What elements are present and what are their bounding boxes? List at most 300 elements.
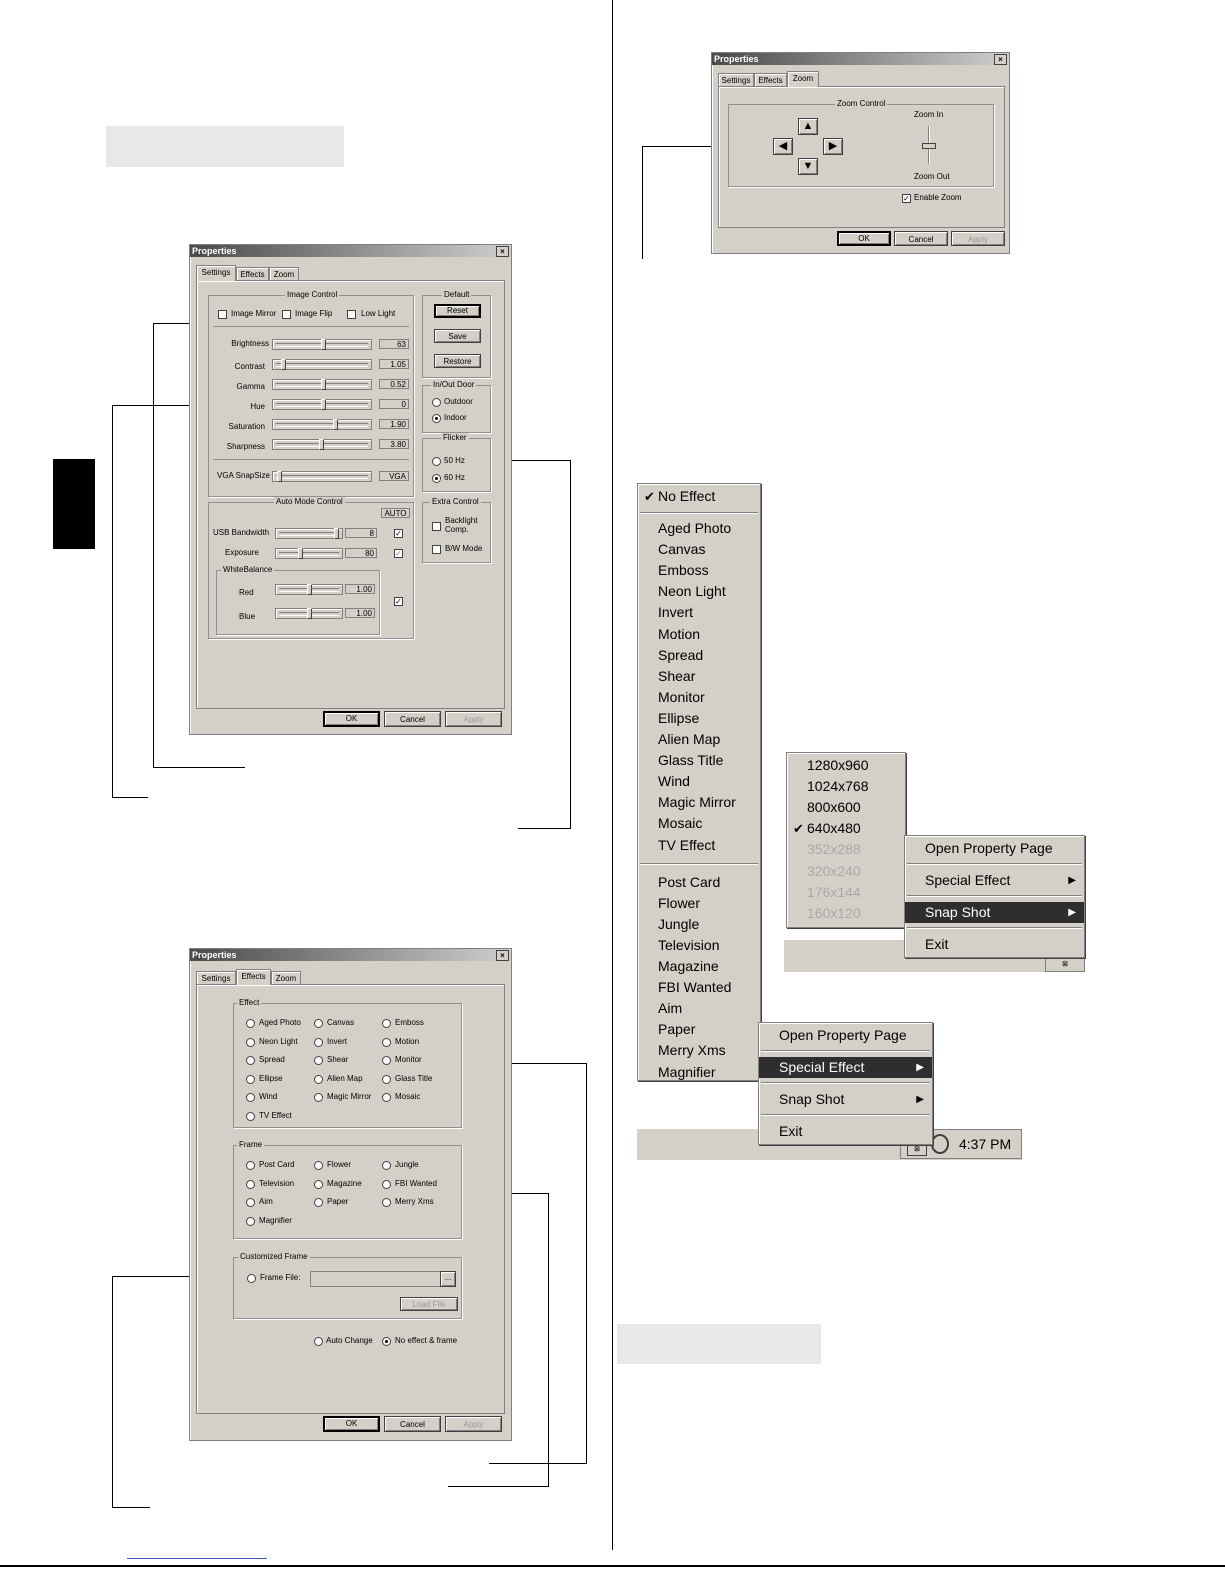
tab-bar [196, 267, 316, 281]
tray-context-menu-bottom [758, 1022, 933, 1145]
radio-label-magazine: Magazine [327, 1178, 362, 1188]
menu-item-label: Aged Photo [658, 520, 732, 536]
callout-hue-v [112, 405, 113, 798]
hue-value: 0 [379, 399, 409, 409]
pan-down-button[interactable]: ▼ [798, 158, 818, 175]
menu-item-exit[interactable] [905, 934, 1084, 955]
sharpness-slider[interactable] [272, 439, 372, 450]
section-heading-bar-2 [617, 1324, 821, 1364]
whitebalance-auto-checkbox[interactable]: ✓ [395, 597, 402, 606]
exposure-auto-checkbox[interactable]: ✓ [395, 549, 402, 558]
special-effect-menu [637, 483, 761, 1081]
menu-item-neon-light[interactable] [638, 581, 760, 602]
menu-item-open-property-page[interactable] [759, 1025, 932, 1046]
snap-shot-menu [786, 752, 906, 928]
menu-item-label: Post Card [658, 873, 721, 890]
low-light-checkbox[interactable] [347, 310, 356, 319]
menu-item-res-160x120[interactable] [787, 903, 905, 924]
auto-mode-label: Auto Mode Control [276, 497, 343, 506]
pan-up-button[interactable]: ▲ [798, 118, 818, 135]
webcam-tray-icon [931, 1134, 949, 1154]
usb-bandwidth-label: USB Bandwidth [213, 528, 270, 537]
effect-group-label: Effect [239, 998, 260, 1007]
frame-group [233, 1145, 462, 1239]
hue-thumb[interactable] [321, 399, 326, 410]
radio-magazine[interactable] [314, 1180, 323, 1189]
pan-left-button[interactable]: ◀ [773, 138, 793, 155]
radio-label-glass-title: Glass Title [395, 1073, 433, 1083]
auto-change-radio[interactable] [314, 1337, 323, 1346]
menu-item-label: Open Property Page [925, 840, 1053, 856]
effects-panel [196, 984, 505, 1414]
radio-label-merry-xms: Merry Xms [395, 1197, 434, 1206]
browse-button[interactable]: ... [440, 1271, 456, 1287]
callout-flicker-v [570, 460, 571, 829]
menu-item-label: 800x600 [807, 799, 861, 816]
radio-aim[interactable] [246, 1198, 255, 1207]
menu-item-label: Neon Light [658, 583, 726, 600]
contrast-label: Contrast [234, 362, 265, 371]
menu-item-aged-photo[interactable] [638, 518, 760, 539]
dialog-title: Properties [192, 246, 237, 256]
menu-item-label: 1280x960 [807, 757, 869, 773]
tab-effects[interactable]: Effects [236, 267, 269, 281]
brightness-thumb[interactable] [321, 339, 326, 350]
radio-television[interactable] [246, 1180, 255, 1189]
menu-item-tv-effect[interactable] [638, 835, 760, 856]
menu-separator [907, 927, 1082, 929]
low-light-label: Low Light [361, 309, 396, 318]
tab-settings[interactable]: Settings [718, 73, 754, 87]
menu-item-label: Monitor [658, 688, 705, 705]
menu-item-fbi-wanted[interactable] [638, 977, 760, 998]
auto-header: AUTO [381, 508, 410, 518]
menu-item-label: Aim [658, 1000, 683, 1017]
menu-item-res-1024x768[interactable] [787, 776, 905, 797]
radio-monitor[interactable] [382, 1056, 391, 1065]
extra-control-group [422, 497, 491, 563]
tab-zoom[interactable]: Zoom [787, 71, 819, 87]
menu-item-label: 176x144 [807, 883, 861, 900]
zoom-control-label: Zoom Control [837, 99, 886, 108]
gamma-value: 0.52 [379, 379, 409, 389]
section-heading-bar-1 [106, 126, 344, 167]
outdoor-radio[interactable] [432, 398, 441, 407]
bw-mode-label: B/W Mode [445, 544, 483, 553]
menu-item-label: 352x288 [807, 841, 861, 858]
menu-item-res-176x144[interactable] [787, 882, 905, 903]
tray-icons-2: ⊠ [1045, 958, 1085, 972]
callout-custom-end [112, 1507, 150, 1508]
menu-item-alien-map[interactable] [638, 729, 760, 750]
menu-item-wind[interactable] [638, 771, 760, 792]
dialog-title-bar [712, 53, 1009, 65]
sharpness-value: 3.80 [379, 439, 409, 449]
image-control-label: Image Control [287, 290, 338, 299]
radio-label-alien-map: Alien Map [327, 1073, 363, 1083]
inout-door-group [422, 380, 491, 433]
menu-item-label: Exit [925, 936, 949, 952]
zoom-thumb[interactable] [922, 143, 936, 149]
enable-zoom-label: Enable Zoom [914, 193, 962, 202]
radio-label-canvas: Canvas [327, 1018, 355, 1027]
vga-snapsize-label: VGA SnapSize [217, 471, 270, 480]
gamma-label: Gamma [236, 382, 265, 391]
radio-neon-light[interactable] [246, 1038, 255, 1047]
usb-auto-checkbox[interactable]: ✓ [395, 529, 402, 538]
effects-dialog [189, 948, 512, 1441]
radio-spread[interactable] [246, 1056, 255, 1065]
brightness-value: 63 [379, 339, 409, 349]
ok-button[interactable]: OK [323, 1416, 380, 1432]
no-effect-frame-radio[interactable] [382, 1337, 391, 1346]
radio-label-television: Television [259, 1178, 295, 1188]
menu-item-magazine[interactable] [638, 956, 760, 977]
menu-separator [907, 895, 1082, 897]
menu-item-label: 320x240 [807, 862, 861, 879]
radio-post-card[interactable] [246, 1161, 255, 1170]
menu-item-motion[interactable] [638, 624, 760, 645]
menu-item-aim[interactable] [638, 998, 760, 1019]
submenu-arrow-icon: ▶ [916, 1094, 924, 1105]
radio-shear[interactable] [314, 1056, 323, 1065]
radio-emboss[interactable] [382, 1019, 391, 1028]
menu-separator [761, 1082, 930, 1084]
menu-item-label: Glass Title [658, 752, 724, 769]
exposure-value: 80 [345, 548, 377, 558]
contrast-value: 1.05 [379, 359, 409, 369]
dialog-title: Properties [714, 54, 759, 64]
radio-label-magic-mirror: Magic Mirror [327, 1092, 372, 1101]
column-divider [612, 0, 613, 1550]
red-slider[interactable] [275, 584, 343, 595]
reset-button[interactable]: Reset [434, 304, 481, 318]
radio-mosaic[interactable] [382, 1093, 391, 1102]
radio-label-mosaic: Mosaic [395, 1092, 421, 1101]
50hz-radio[interactable] [432, 457, 441, 466]
menu-item-label: Wind [658, 773, 690, 790]
radio-label-flower: Flower [327, 1160, 352, 1169]
radio-label-motion: Motion [395, 1036, 420, 1046]
menu-item-label: Special Effect [779, 1059, 865, 1075]
default-label: Default [444, 290, 470, 299]
exposure-thumb[interactable] [298, 548, 303, 559]
blue-label: Blue [239, 612, 256, 621]
menu-item-label: Open Property Page [779, 1027, 907, 1043]
radio-label-jungle: Jungle [395, 1160, 419, 1169]
dialog-title-bar [190, 949, 511, 961]
menu-item-label: Television [658, 936, 720, 953]
radio-jungle[interactable] [382, 1161, 391, 1170]
tab-effects[interactable]: Effects [236, 969, 271, 985]
callout-custom-v [112, 1276, 113, 1508]
close-icon[interactable]: × [496, 246, 509, 257]
close-icon[interactable]: × [496, 950, 509, 961]
network-icon: ⊠ [907, 1144, 927, 1156]
usb-bandwidth-value: 8 [345, 528, 377, 538]
menu-item-emboss[interactable] [638, 560, 760, 581]
submenu-arrow-icon: ▶ [1068, 875, 1076, 886]
flicker-group [422, 433, 491, 492]
image-flip-checkbox[interactable] [282, 310, 291, 319]
cancel-button[interactable]: Cancel [384, 1416, 441, 1432]
sharpness-label: Sharpness [226, 442, 265, 451]
exposure-slider[interactable] [275, 548, 343, 559]
radio-label-fbi-wanted: FBI Wanted [395, 1178, 437, 1188]
radio-label-aged-photo: Aged Photo [259, 1018, 301, 1027]
zoom-control-group [728, 99, 994, 187]
radio-merry-xms[interactable] [382, 1198, 391, 1207]
menu-item-label: Jungle [658, 915, 700, 932]
saturation-slider[interactable] [272, 419, 372, 430]
menu-item-label: Invert [658, 604, 694, 621]
frame-file-input[interactable] [310, 1271, 442, 1287]
radio-invert[interactable] [314, 1038, 323, 1047]
menu-item-magic-mirror[interactable] [638, 792, 760, 813]
callout-effect-v [586, 1063, 587, 1463]
callout-zoom-v [642, 146, 643, 259]
menu-item-label: Merry Xms [658, 1042, 726, 1059]
callout-frame-v [548, 1193, 549, 1487]
dialog-title-bar [190, 245, 511, 257]
menu-item-mosaic[interactable] [638, 813, 760, 834]
backlight-label-line2: Comp. [445, 525, 469, 534]
ok-button[interactable]: OK [323, 711, 380, 727]
radio-glass-title[interactable] [382, 1075, 391, 1084]
save-button[interactable]: Save [434, 329, 481, 343]
customized-frame-group [233, 1252, 462, 1319]
radio-label-aim: Aim [259, 1197, 273, 1206]
whitebalance-group [216, 565, 380, 635]
radio-flower[interactable] [314, 1161, 323, 1170]
usb-bandwidth-thumb[interactable] [334, 528, 339, 539]
menu-separator [761, 1114, 930, 1116]
contrast-slider[interactable] [272, 359, 372, 370]
auto-change-label: Auto Change [326, 1336, 373, 1345]
indoor-radio[interactable] [432, 414, 441, 423]
gamma-thumb[interactable] [321, 379, 326, 390]
menu-item-snap-shot[interactable] [759, 1089, 932, 1110]
radio-canvas[interactable] [314, 1019, 323, 1028]
zoom-panel [718, 86, 1005, 228]
chapter-tab-marker [53, 459, 95, 549]
callout-flicker-end [518, 828, 571, 829]
menu-item-exit[interactable] [759, 1121, 932, 1142]
menu-item-label: Magnifier [658, 1063, 716, 1080]
contrast-thumb[interactable] [281, 359, 286, 370]
image-control-group [208, 290, 414, 497]
tab-bar [718, 73, 838, 87]
menu-separator [640, 863, 758, 865]
callout-low-light-end [153, 767, 245, 768]
checkmark-icon: ✔ [644, 489, 655, 504]
red-thumb[interactable] [307, 584, 312, 595]
vga-snapsize-thumb[interactable] [277, 471, 282, 482]
tray-clock: 4:37 PM [959, 1136, 1012, 1152]
tab-zoom[interactable]: Zoom [271, 971, 301, 985]
tab-settings[interactable]: Settings [196, 971, 236, 985]
menu-item-label: 160x120 [807, 904, 861, 921]
submenu-arrow-icon: ▶ [1068, 907, 1076, 918]
backlight-checkbox[interactable] [432, 522, 441, 531]
tab-zoom[interactable]: Zoom [269, 267, 299, 281]
menu-item-res-640x480[interactable] [787, 818, 905, 839]
radio-label-paper: Paper [327, 1197, 349, 1206]
50hz-label: 50 Hz [444, 456, 465, 465]
frame-group-label: Frame [239, 1140, 263, 1149]
vga-snapsize-value: VGA [379, 471, 409, 481]
zoom-dialog [711, 52, 1010, 254]
radio-label-spread: Spread [259, 1055, 285, 1064]
menu-item-shear[interactable] [638, 666, 760, 687]
menu-item-special-effect[interactable] [905, 870, 1084, 891]
auto-mode-group [208, 497, 414, 639]
menu-item-paper[interactable] [638, 1019, 760, 1040]
menu-item-label: Magic Mirror [658, 794, 736, 811]
menu-item-invert[interactable] [638, 602, 760, 623]
tab-bar [196, 971, 316, 985]
flicker-label: Flicker [443, 433, 467, 442]
menu-item-canvas[interactable] [638, 539, 760, 560]
extra-control-label: Extra Control [432, 497, 479, 506]
blue-slider[interactable] [275, 608, 343, 619]
blue-value: 1.00 [345, 608, 375, 618]
red-value: 1.00 [345, 584, 375, 594]
vga-snapsize-slider[interactable] [272, 471, 372, 482]
footer-link-underline [127, 1558, 267, 1559]
outdoor-label: Outdoor [444, 397, 473, 406]
indoor-label: Indoor [444, 413, 467, 422]
dialog-title: Properties [192, 950, 237, 960]
menu-item-glass-title[interactable] [638, 750, 760, 771]
submenu-arrow-icon: ▶ [916, 1062, 924, 1073]
menu-item-post-card[interactable] [638, 872, 760, 893]
menu-item-spread[interactable] [638, 645, 760, 666]
menu-item-ellipse[interactable] [638, 708, 760, 729]
close-icon[interactable]: × [994, 54, 1007, 65]
radio-wind[interactable] [246, 1093, 255, 1102]
menu-item-television[interactable] [638, 935, 760, 956]
menu-item-monitor[interactable] [638, 687, 760, 708]
zoom-in-label: Zoom In [914, 110, 944, 119]
radio-label-post-card: Post Card [259, 1160, 295, 1169]
radio-label-monitor: Monitor [395, 1055, 422, 1064]
gamma-slider[interactable] [272, 379, 372, 390]
radio-alien-map[interactable] [314, 1075, 323, 1084]
callout-frame-end [448, 1486, 549, 1487]
radio-paper[interactable] [314, 1198, 323, 1207]
blue-thumb[interactable] [307, 608, 312, 619]
saturation-label: Saturation [228, 422, 265, 431]
radio-fbi-wanted[interactable] [382, 1180, 391, 1189]
load-file-button[interactable]: Load File [400, 1297, 458, 1311]
radio-aged-photo[interactable] [246, 1019, 255, 1028]
menu-item-label: Snap Shot [925, 904, 991, 920]
no-effect-frame-label: No effect & frame [395, 1336, 458, 1345]
menu-item-res-800x600[interactable] [787, 797, 905, 818]
settings-dialog [189, 244, 512, 735]
whitebalance-label: WhiteBalance [223, 565, 273, 574]
radio-label-wind: Wind [259, 1092, 278, 1101]
apply-button[interactable]: Apply [445, 711, 502, 727]
menu-item-label: 640x480 [807, 820, 861, 837]
menu-item-no-effect[interactable] [638, 486, 760, 507]
radio-tv-effect[interactable] [246, 1112, 255, 1121]
sharpness-thumb[interactable] [319, 439, 324, 450]
image-mirror-checkbox[interactable] [218, 310, 227, 319]
vga-divider [213, 459, 409, 460]
radio-label-neon-light: Neon Light [259, 1036, 298, 1046]
menu-item-res-1280x960[interactable] [787, 755, 905, 776]
radio-label-emboss: Emboss [395, 1018, 424, 1027]
enable-zoom-checkbox[interactable]: ✓ [903, 194, 910, 203]
radio-ellipse[interactable] [246, 1075, 255, 1084]
radio-motion[interactable] [382, 1038, 391, 1047]
menu-item-merry-xms[interactable] [638, 1040, 760, 1061]
menu-item-jungle[interactable] [638, 914, 760, 935]
tab-settings[interactable]: Settings [196, 265, 236, 281]
image-flip-label: Image Flip [295, 309, 333, 318]
hue-slider[interactable] [272, 399, 372, 410]
brightness-slider[interactable] [272, 339, 372, 350]
apply-button[interactable]: Apply [445, 1416, 502, 1432]
menu-item-flower[interactable] [638, 893, 760, 914]
menu-separator [640, 512, 758, 514]
menu-item-label: Shear [658, 667, 696, 684]
tray-context-menu-top [904, 835, 1085, 958]
menu-item-label: Magazine [658, 958, 719, 974]
menu-item-special-effect[interactable] [759, 1057, 932, 1078]
inout-door-label: In/Out Door [433, 380, 475, 389]
radio-magnifier[interactable] [246, 1217, 255, 1226]
radio-label-tv-effect: TV Effect [259, 1110, 292, 1120]
checkmark-icon: ✔ [793, 821, 804, 837]
usb-bandwidth-slider[interactable] [275, 528, 343, 539]
cancel-button[interactable]: Cancel [384, 711, 441, 727]
pan-right-button[interactable]: ▶ [823, 138, 843, 155]
restore-button[interactable]: Restore [434, 354, 481, 368]
menu-item-label: Canvas [658, 541, 706, 558]
apply-button[interactable]: Apply [951, 231, 1005, 246]
ok-button[interactable]: OK [837, 231, 891, 246]
60hz-radio[interactable] [432, 474, 441, 483]
callout-low-light-v [153, 323, 154, 768]
menu-separator [761, 1050, 930, 1052]
frame-file-radio[interactable] [247, 1274, 256, 1283]
bw-mode-checkbox[interactable] [432, 545, 441, 554]
menu-item-label: Ellipse [658, 709, 700, 726]
customized-frame-label: Customized Frame [240, 1252, 308, 1261]
menu-item-label: No Effect [658, 488, 716, 504]
menu-item-open-property-page[interactable] [905, 838, 1084, 859]
menu-item-label: Emboss [658, 562, 709, 579]
menu-item-res-320x240[interactable] [787, 861, 905, 882]
radio-label-invert: Invert [327, 1036, 348, 1046]
cancel-button[interactable]: Cancel [894, 231, 948, 246]
exposure-label: Exposure [225, 548, 259, 557]
effect-group [233, 1003, 462, 1128]
radio-magic-mirror[interactable] [314, 1093, 323, 1102]
menu-item-label: FBI Wanted [658, 979, 732, 996]
tab-effects[interactable]: Effects [754, 73, 787, 87]
menu-item-res-352x288[interactable] [787, 839, 905, 860]
menu-item-snap-shot[interactable] [905, 902, 1084, 923]
menu-item-label: Flower [658, 894, 701, 911]
callout-effect-end [489, 1463, 587, 1464]
saturation-thumb[interactable] [333, 419, 338, 430]
menu-item-label: Special Effect [925, 872, 1011, 888]
menu-item-magnifier[interactable] [638, 1062, 760, 1083]
